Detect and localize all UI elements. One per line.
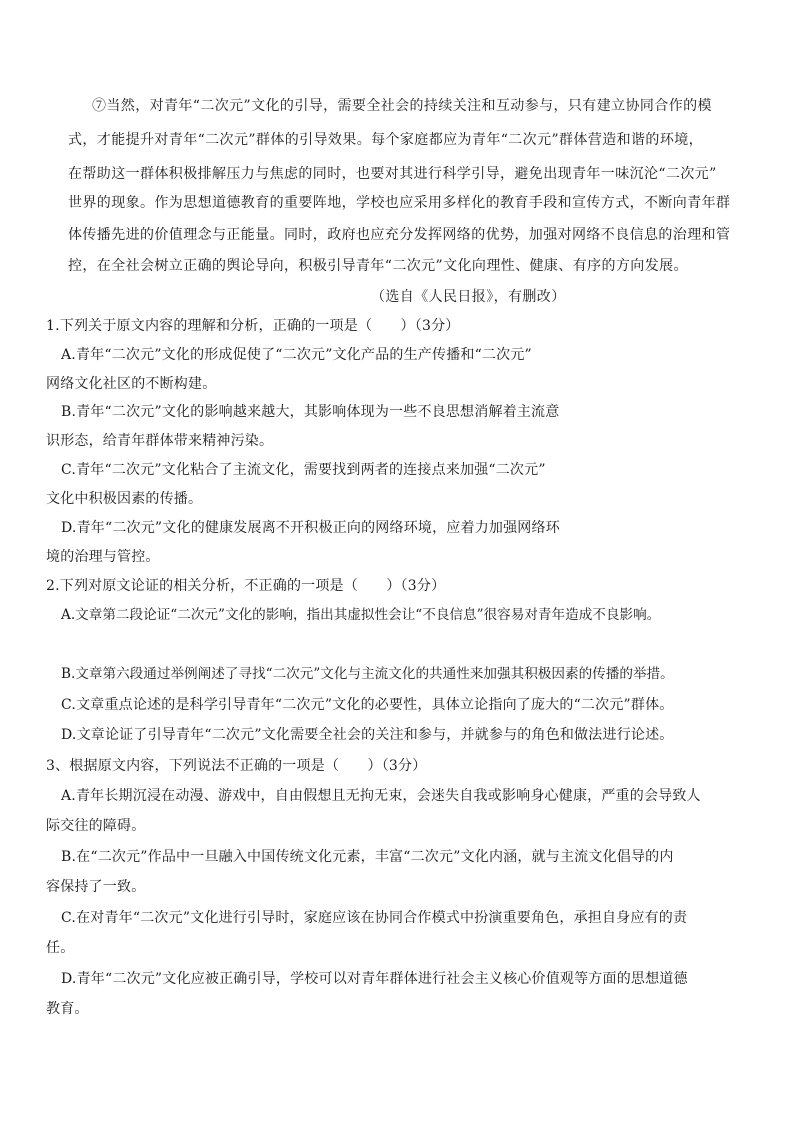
option-d: D.青年“二次元”文化的健康发展离不开积极正向的网络环境，应着力加强网络环	[61, 520, 560, 536]
option-c-continued: 文化中积极因素的传播。	[46, 491, 203, 507]
question-stem: 1.下列关于原文内容的理解和分析，正确的一项是（ ）（3分）	[46, 318, 460, 334]
passage-line: 体传播先进的价值理念与正能量。同时，政府也应充分发挥网络的优势，加强对网络不良信息的治理和管	[68, 227, 731, 243]
option-b: B.在“二次元”作品中一旦融入中国传统文化元素，丰富“二次元”文化内涵，就与主流文化倡导的内	[61, 849, 674, 865]
option-b: B.文章第六段通过举例阐述了寻找“二次元”文化与主流文化的共通性来加强其积极因素的传播的举措。	[61, 666, 674, 682]
option-a: A.青年“二次元”文化的形成促使了“二次元”文化产品的生产传播和“二次元”	[61, 347, 532, 363]
option-c: C.青年“二次元”文化粘合了主流文化，需要找到两者的连接点来加强“二次元”	[61, 462, 546, 478]
source-citation: （选自《人民日报》，有删改）	[371, 289, 566, 305]
option-c-continued: 任。	[46, 940, 75, 956]
passage-line: 式，才能提升对青年“二次元”群体的引导效果。每个家庭都应为青年“二次元”群体营造和谐的环境，	[68, 132, 704, 148]
passage-line: 控，在全社会树立正确的舆论导向，积极引导青年“二次元”文化向理性、健康、有序的方向发展。	[68, 258, 688, 274]
option-a-continued: 网络文化社区的不断构建。	[46, 376, 217, 392]
option-b-continued: 容保持了一致。	[46, 879, 146, 895]
option-c: C.在对青年“二次元”文化进行引导时，家庭应该在协同合作模式中扮演重要角色，承担自身应有的责	[61, 910, 688, 926]
option-c: C.文章重点论述的是科学引导青年“二次元”文化的必要性，具体立论指向了庞大的“二次元”群体。	[61, 697, 674, 713]
question-stem: 2.下列对原文论证的相关分析，不正确的一项是（ ）（3分）	[46, 578, 446, 594]
passage-line: ⑦当然，对青年“二次元”文化的引导，需要全社会的持续关注和互动参与，只有建立协同合作的模	[92, 98, 712, 114]
option-b: B.青年“二次元”文化的影响越来越大，其影响体现为一些不良思想消解着主流意	[61, 404, 560, 420]
passage-line: 在帮助这一群体积极排解压力与焦虑的同时，也要对其进行科学引导，避免出现青年一味沉沦“二次元”	[68, 166, 717, 182]
option-a-continued: 际交往的障碍。	[46, 818, 146, 834]
option-d-continued: 教育。	[46, 1001, 89, 1017]
passage-line: 世界的现象。作为思想道德教育的重要阵地，学校也应采用多样化的教育手段和宣传方式，不断向青年群	[68, 195, 731, 211]
option-b-continued: 识形态，给青年群体带来精神污染。	[46, 433, 274, 449]
option-d-continued: 境的治理与管控。	[46, 549, 160, 565]
option-d: D.青年“二次元”文化应被正确引导，学校可以对青年群体进行社会主义核心价值观等方面的思想道德	[61, 971, 688, 987]
question-stem: 3、根据原文内容，下列说法不正确的一项是（ ）（3分）	[46, 758, 427, 774]
option-a: A.青年长期沉浸在动漫、游戏中，自由假想且无拘无束，会迷失自我或影响身心健康，严重的会导致人	[61, 788, 701, 804]
option-d: D.文章论证了引导青年“二次元”文化需要全社会的关注和参与，并就参与的角色和做法进行论述。	[61, 727, 674, 743]
option-a: A.文章第二段论证“二次元”文化的影响，指出其虚拟性会让“不良信息”很容易对青年造成不良影响。	[61, 607, 661, 623]
